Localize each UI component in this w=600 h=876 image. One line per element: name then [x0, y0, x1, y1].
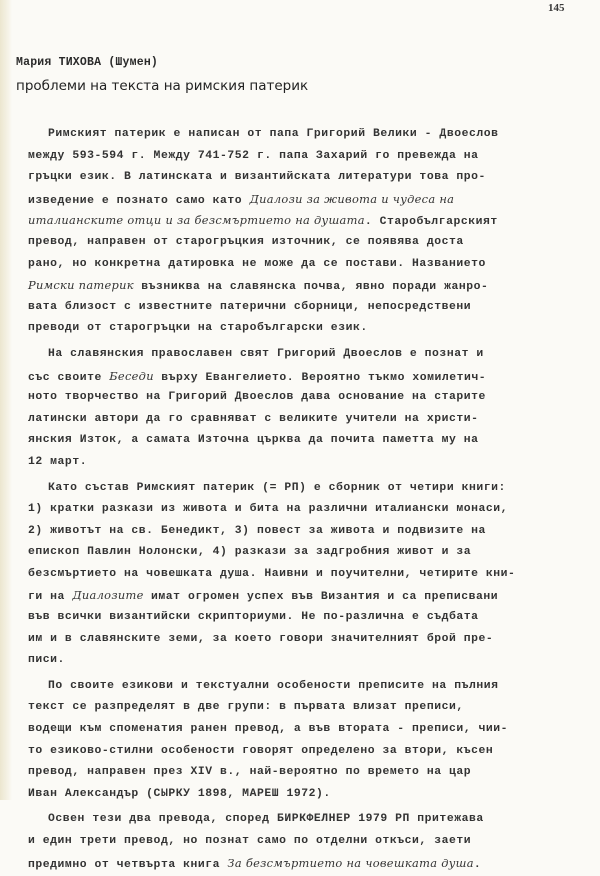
- text-line: [28, 762, 588, 784]
- text-span: Иван Александър (СЫРКУ 1898, МАРЕШ 1972).: [28, 787, 331, 800]
- text-span: 1) кратки разкази из живота и бита на различни италиански монаси,: [28, 503, 509, 516]
- text-line: [28, 697, 588, 719]
- text-span: изведение е познато само като: [28, 194, 250, 207]
- text-line: [28, 629, 588, 651]
- text-span: превод, направен от старогръцкия източник, се появява доста: [28, 235, 464, 248]
- text-span: На славянския православен свят Григорий Двоеслов е познат и: [48, 347, 484, 360]
- text-span: Освен тези два превода, според БИРКФЕЛНЕР 1979 РП притежава: [48, 813, 484, 826]
- text-span: рано, но конкретна датировка не може да се постави. Названието: [28, 257, 486, 270]
- text-line: [28, 831, 588, 853]
- italic-title-span: Диалозите: [72, 588, 144, 603]
- text-line: [28, 585, 588, 607]
- text-span: вата близост с известните патерични сборници, непосредствени: [28, 300, 472, 313]
- text-line: [28, 344, 588, 366]
- text-line: [28, 478, 588, 500]
- text-span: превод, направен през XIV в., най-вероятно по времето на цар: [28, 766, 472, 779]
- text-span: им и в славянските земи, за което говори значителният брой пре-: [28, 632, 494, 645]
- italic-title-span: Диалози за живота и чудеса на: [249, 191, 455, 206]
- text-line: [28, 809, 588, 831]
- text-line: [28, 366, 588, 388]
- author-line: Мария ТИХОВА (Шумен): [16, 56, 159, 69]
- text-line: [28, 254, 588, 276]
- text-line: [28, 146, 588, 168]
- text-line: [28, 784, 588, 806]
- italic-title-span: За безсмъртието на човешката душа: [227, 855, 474, 870]
- text-span: янския Изток, а самата Източна църква да почита паметта му на: [28, 434, 479, 447]
- text-line: [28, 275, 588, 297]
- text-span: върху Евангелието. Вероятно тъкмо хомилетич-: [153, 371, 487, 384]
- text-span: 2) животът на св. Бенедикт, 3) повест за живота и подвизите на: [28, 524, 486, 537]
- text-line: [28, 189, 588, 211]
- text-line: [28, 409, 588, 431]
- text-line: [28, 387, 588, 409]
- text-span: 12 март.: [28, 455, 88, 468]
- text-span: Като състав Римският патерик (= РП) е сборник от четири книги:: [48, 481, 506, 494]
- italic-title-span: италианските отци и за безсмъртието на душата: [28, 213, 365, 228]
- text-span: със своите: [28, 371, 110, 384]
- text-line: [28, 232, 588, 254]
- text-line: [28, 564, 588, 586]
- text-span: имат огромен успех във Византия и са преписвани: [143, 591, 499, 604]
- text-line: [28, 650, 588, 672]
- text-span: ги на: [28, 591, 73, 604]
- text-line: [28, 430, 588, 452]
- text-line: [28, 297, 588, 319]
- text-line: [28, 210, 588, 232]
- text-span: възниква на славянска почва, явно поради жанро-: [133, 281, 489, 294]
- text-span: писи.: [28, 654, 65, 667]
- text-span: .: [473, 858, 482, 871]
- text-span: латински автори да го сравняват с великите учители на христи-: [28, 412, 479, 425]
- text-line: [28, 521, 588, 543]
- text-span: Римският патерик е написан от папа Григорий Велики - Двоеслов: [48, 128, 499, 140]
- italic-title-span: Беседи: [109, 368, 154, 383]
- text-span: предимно от четвърта книга: [28, 858, 228, 871]
- text-line: [28, 607, 588, 629]
- text-span: то езиково-стилни особености говорят определено за втори, късен: [28, 744, 494, 757]
- text-span: преводи от старогръцки на старобългарски език.: [28, 322, 368, 335]
- article-body: [28, 124, 588, 874]
- text-line: [28, 167, 588, 189]
- text-line: [28, 676, 588, 698]
- italic-title-span: Римски патерик: [28, 278, 134, 293]
- text-line: [28, 719, 588, 741]
- text-span: ното творчество на Григорий Двоеслов дава основание на старите: [28, 391, 486, 404]
- text-span: водещи към споменатия ранен превод, а във втората - преписи, чии-: [28, 723, 509, 736]
- scan-edge-shadow: [0, 0, 12, 800]
- text-line: [28, 318, 588, 340]
- text-line: [28, 124, 588, 146]
- text-line: [28, 499, 588, 521]
- text-line: [28, 853, 588, 875]
- text-span: По своите езикови и текстуални особености преписите на пълния: [48, 679, 499, 692]
- text-span: и един трети превод, но познат само по отделни откъси, заети: [28, 835, 472, 847]
- page-number: 145: [548, 2, 565, 14]
- text-line: [28, 452, 588, 474]
- text-span: епископ Павлин Нолонски, 4) разкази за задгробния живот и за: [28, 546, 472, 559]
- text-span: гръцки език. В латинската и византийската литератури това про-: [28, 171, 486, 184]
- text-line: [28, 741, 588, 763]
- text-span: безсмъртието на човешката душа. Наивни и поучителни, четирите кни-: [28, 567, 516, 580]
- text-span: текст се разпределят в две групи: в първата влизат преписи,: [28, 701, 464, 714]
- article-title: проблеми на текста на римския патерик: [16, 78, 309, 94]
- text-span: между 593-594 г. Между 741-752 г. папа Захарий го превежда на: [28, 149, 479, 162]
- text-line: [28, 542, 588, 564]
- text-span: . Старобългарският: [364, 216, 498, 229]
- text-span: във всички византийски скрипториуми. Не по-различна е съдбата: [28, 611, 479, 624]
